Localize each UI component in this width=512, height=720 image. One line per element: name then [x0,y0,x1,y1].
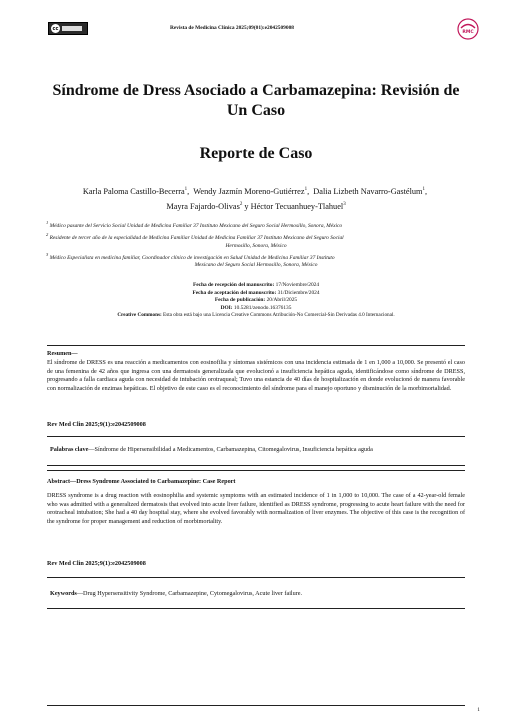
palabras-clave [50,446,373,453]
affiliations [46,219,466,270]
author-name: Mayra Fajardo-Olivas [166,201,240,211]
journal-logo-icon [457,18,479,40]
abstract-heading: Abstract—Dress Syndrome Associated to Carbamazepine: Case Report [47,478,236,485]
author-name: Wendy Jazmín Moreno-Gutiérrez [193,186,305,196]
affiliation-text: Médico Especialista en medicina familiar, Coordinador clínico de investigación en Salud Unidad de Medicina Familiar 37 Instituto [49,254,335,261]
published-value: 20/Abril/2025 [266,297,298,304]
author-name: Karla Paloma Castillo-Becerra [82,186,185,196]
license-text: Esta obra está bajo una Licencia Creative Commons Atribución-No Comercial-Sin Derivadas 4.0 Internacional. [163,312,395,318]
affiliation-text: Médico pasante del Servicio Social Unidad de Medicina Familiar 37 Instituto Mexicano del Seguro Social Hermosillo, Sonora, México [49,222,343,229]
author-name: Dalia Lizbeth Navarro-Gastélum [313,186,423,196]
divider [47,436,465,437]
affiliation-text-cont: Hermosillo, Sonora, México [225,242,287,249]
manuscript-dates [80,282,432,312]
affiliation-item [46,231,466,250]
author-affiliation-mark: 1 [422,187,425,192]
published-label: Fecha de publicación: [214,297,266,304]
article-type: Reporte de Caso [199,145,313,162]
accepted-date [80,290,432,298]
affiliation-text-cont: Mexicano del Seguro Social Hermosillo, Sonora, México [194,262,318,269]
affiliation-number: 2 [46,231,49,237]
doi-link[interactable]: 10.5281/zenodo.16376135 [233,304,292,311]
page-number: 1 [477,707,480,713]
abstract-text: DRESS syndrome is a drug reaction with eosinophilia and systemic symptoms with an estimated incidence of 1 in 1,000 to 10,000. The case of a 42-year-old female who was admitted with a generalized dermatosis that evolved into acute liver failure, identified as DRESS syndrome, progressing to acute heart failure with the need for orotracheal intubation; She had a 40 day hospital stay, where she evolved favorably with normalization of liver enzymes. The objective of this case is the recognition of the syndrome for proper management and reduction of morbimortality. [47,492,465,525]
divider [47,577,465,578]
published-date [80,297,432,305]
author-affiliation-mark: 3 [343,201,346,207]
affiliation-number: 1 [46,220,49,225]
author-affiliation-mark: 2 [239,201,243,207]
palabras-clave-label: Palabras clave [50,446,89,453]
svg-text:RMC: RMC [462,30,474,35]
author-name: Héctor Tecuanhuey-Tlahuel [250,201,344,211]
affiliation-item [46,251,466,270]
keywords-label: Keywords [50,590,77,597]
affiliation-number: 3 [46,251,49,257]
divider [47,470,465,471]
palabras-clave-text: —Síndrome de Hipersensibilidad a Medicamentos, Carbamazepina, Citomegalovirus, Insuficiencia hepática aguda [88,446,373,453]
received-date [80,282,432,290]
accepted-label: Fecha de aceptación del manuscrito: [192,289,277,296]
footer-divider [47,705,465,706]
accepted-value: 31/Diciembre/2024 [277,289,320,296]
affiliation-item [46,219,466,230]
keywords [50,590,302,597]
resumen-text: El síndrome de DRESS es una reacción a medicamentos con eosinofilia y síntomas sistémicos con una incidencia estimada de 1 en 1,000 a 10,000. Se presentó el caso de una femenina de 42 años que ingresa con una dermatosis generalizada que evolucionó a insuficiencia hepática aguda, identificándose como síndrome de DRESS, progresando a falla cardiaca aguda con necesidad de intubación orotraqueal; Tuvo una estancia de 40 días de hospitalización en donde evolucionó de manera favorable con normalización de enzimas hepáticas. El objetivo de este caso es el reconocimiento del síndrome para el manejo oportuno y disminución de la morbimortalidad. [47,359,465,392]
author-list: Karla Paloma Castillo-Becerra$^1$, Wendy Jazmín Moreno-Gutiérrez$^1$, Dalia Lizbeth Navarro-Gastélum$^1$, Mayra Fajardo-Olivas$^2$ y Héctor Tecuanhuey-Tlahuel$^3$ [82,186,430,211]
divider [47,345,465,346]
divider [47,465,465,466]
divider [47,608,465,609]
journal-citation-line: Revista de Medicina Clínica 2025;09(01):e2042509008 [170,25,294,31]
paper-title: Síndrome de Dress Asociado a Carbamazepina: Revisión de Un Caso [52,82,460,119]
author-affiliation-mark: 1 [184,187,188,192]
doi-label: DOI: [220,304,233,311]
resumen-heading: Resumen— [47,350,78,357]
license-statement [70,312,442,318]
received-value: 17/Noviembre/2024 [275,282,320,288]
affiliation-text: Residente de tercer año de la especialidad de Medicina Familiar Unidad de Medicina Familiar 37 Instituto Mexicano del Seguro Social [49,234,344,241]
license-label: Creative Commons: [117,312,162,318]
cc-license-badge [48,22,88,35]
author-conjunction: y [244,201,249,211]
author-affiliation-mark: 1 [304,187,308,192]
cc-terms-bar [62,26,82,31]
page-header [48,21,474,39]
cc-icon: cc [52,25,59,32]
abstract-citation: Rev Med Clin 2025;9(1):e2042509008 [47,560,146,567]
received-label: Fecha de recepción del manuscrito: [192,282,275,288]
keywords-text: —Drug Hypersensitivity Syndrome, Carbamazepine, Cytomegalovirus, Acute liver failure. [76,590,303,597]
resumen-citation: Rev Med Clin 2025;9(1):e2042509008 [47,421,146,428]
